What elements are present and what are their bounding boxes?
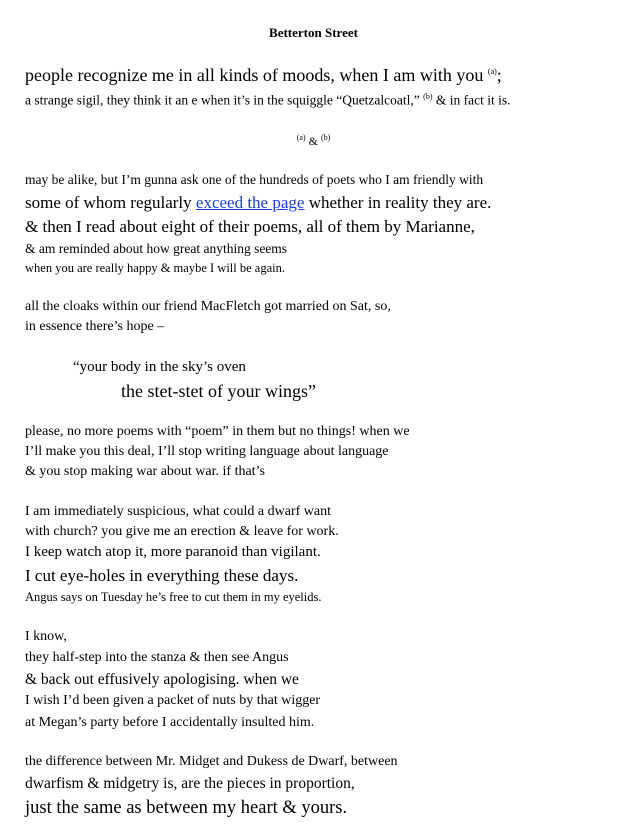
footnote-marker: (a) [296, 133, 306, 142]
poem-line: & then I read about eight of their poems, all of them by Marianne, [25, 217, 475, 236]
poem-line: & am reminded about how great anything seems [25, 241, 288, 256]
line-text: a strange sigil, they think it an e when it’s in the squiggle “Quetzalcoatl,” [25, 92, 424, 108]
poem-line: with church? you give me an erection & leave for work. [25, 524, 339, 539]
line-text: & [305, 134, 321, 148]
poem-line [25, 93, 510, 107]
poem-line: I wish I’d been given a packet of nuts by that wigger [25, 693, 321, 708]
line-text: some of whom regularly [25, 193, 196, 212]
poem-line [25, 66, 502, 84]
poem-line: Angus says on Tuesday he’s free to cut them in my eyelids. [25, 590, 322, 604]
poem-line: I’ll make you this deal, I’ll stop writing language about language [25, 444, 389, 459]
quote-line: the stet-stet of your wings” [121, 381, 316, 401]
poem-line: at Megan’s party before I accidentally insulted him. [25, 715, 315, 730]
poem-line: when you are really happy & maybe I will be again. [25, 261, 285, 275]
poem-line: dwarfism & midgetry is, are the pieces in proportion, [25, 775, 355, 792]
footnote-marker: (b) [320, 133, 331, 142]
poem-line: please, no more poems with “poem” in them but no things! when we [25, 424, 410, 439]
poem-line: I cut eye-holes in everything these days. [25, 566, 299, 585]
poem-line: the difference between Mr. Midget and Dukess de Dwarf, between [25, 754, 398, 769]
poem-line: all the cloaks within our friend MacFletch got married on Sat, so, [25, 299, 391, 314]
footnote-marker: (b) [423, 92, 433, 101]
poem-line [25, 194, 491, 211]
line-text: people recognize me in all kinds of moods, when I am with you [25, 65, 488, 85]
poem-line: I know, [25, 629, 67, 644]
quote-line: “your body in the sky’s oven [73, 359, 246, 375]
footnote-pair [0, 134, 627, 147]
poem-line: may be alike, but I’m gunna ask one of the hundreds of poets who I am friendly with [25, 172, 484, 187]
line-text: whether in reality they are. [304, 193, 492, 212]
poem-line: & back out effusively apologising. when we [25, 671, 299, 688]
footnote-marker: (a) [487, 67, 497, 76]
poem-title: Betterton Street [269, 25, 358, 40]
poem-line: in essence there’s hope – [25, 319, 165, 334]
line-text: & in fact it is. [432, 92, 511, 108]
exceed-the-page-link[interactable]: exceed the page [195, 193, 305, 212]
poem-line: they half-step into the stanza & then see Angus [25, 650, 289, 665]
poem-line: just the same as between my heart & yours. [25, 798, 348, 818]
poem-line: I am immediately suspicious, what could a dwarf want [25, 504, 331, 519]
poem-line: I keep watch atop it, more paranoid than vigilant. [25, 544, 321, 560]
line-text: ; [496, 65, 502, 85]
poem-line: & you stop making war about war. if that’s [25, 464, 265, 479]
